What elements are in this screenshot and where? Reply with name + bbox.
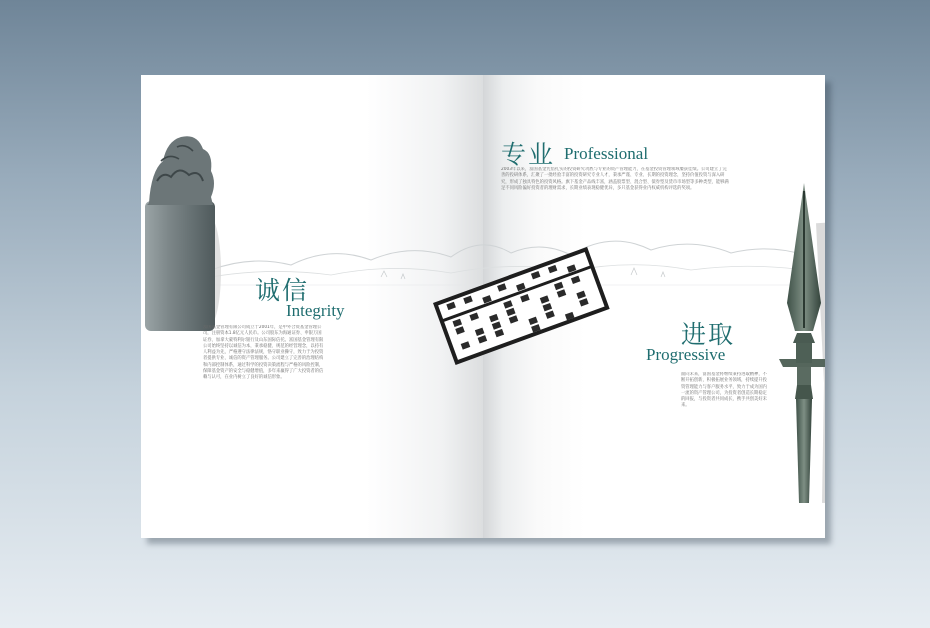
seal-stamp-image <box>141 131 223 333</box>
professional-title-en: Professional <box>564 144 649 163</box>
brochure-spread <box>141 75 825 538</box>
bronze-spear-image <box>769 183 825 513</box>
abacus-image <box>431 245 611 365</box>
professional-title-cn: 专业 <box>501 140 556 169</box>
integrity-body-text: 富国基金管理有限公司成立于2001年，是中外合资基金管理公司，注册资本1.8亿元人民币。公司股东为海通证券、申银万国证券、加拿大蒙特利尔银行及山东国际信托。富国基金管理有限公司始终坚持以诚信为本，秉承稳健、规范的经营理念，以持有人利益为先，严格遵守法律法规，恪守职业操守，致力于为投资者提供专业、诚信的资产管理服务。公司建立了完善的治理结构和内部控制体系，通过科学的投资决策流程与严格的风险控制，保障基金资产的安全与稳健增值，多年来赢得了广大投资者的信赖与认可，在业内树立了良好的诚信形象。 <box>203 325 324 381</box>
professional-body-text: 2003年以来，富国基金凭借扎实的投资研究功底与专业的资产管理能力，在基金投资管理领域屡获佳绩。公司建立了完善的投研体系，汇聚了一批经验丰富的投资研究专业人才，秉承严谨、专业、长期的投资理念，坚持价值投资与深入研究，形成了独具特色的投资风格。旗下基金产品线丰富，涵盖股票型、混合型、债券型及货币市场型等多种类型，能够满足不同风险偏好投资者的理财需求，长期业绩表现稳健优异，多只基金获得业内权威机构评选的奖项。 <box>501 167 729 191</box>
integrity-title-en: Integrity <box>286 301 345 320</box>
progressive-title-cn: 进取 <box>681 320 736 349</box>
progressive-title-en: Progressive <box>646 345 726 364</box>
integrity-title-cn: 诚信 <box>255 276 310 305</box>
progressive-body-text: 面向未来，富国基金将继续秉持进取精神，不断开拓创新，积极拓展业务领域，持续提升投资管理能力与客户服务水平，致力于成为国内一流的资产管理公司，为投资者创造长期稳定的回报，与投资者共同成长，携手共创美好未来。 <box>681 372 767 409</box>
